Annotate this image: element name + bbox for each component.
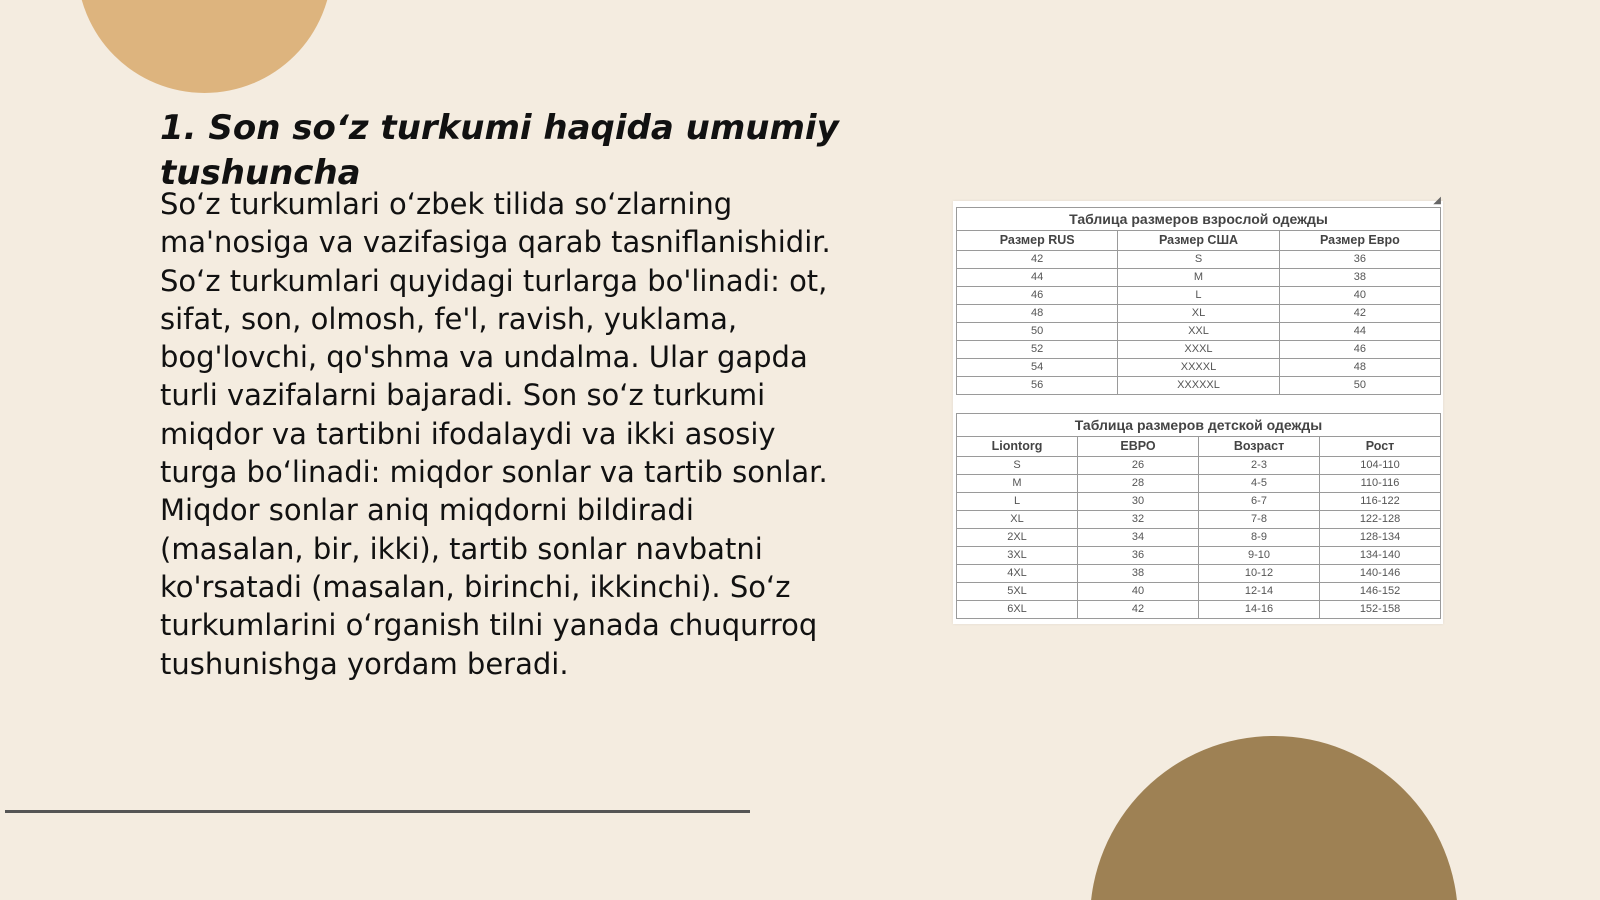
adult-size-table [956, 207, 1441, 395]
table-cell: M [957, 475, 1078, 493]
table-cell: 40 [1078, 583, 1199, 601]
table-cell: 128-134 [1320, 529, 1441, 547]
decorative-circle-top [77, 0, 332, 93]
table-cell: 2XL [957, 529, 1078, 547]
table-cell: L [1118, 287, 1279, 305]
table-row [957, 251, 1441, 269]
table-row [957, 511, 1441, 529]
table-cell: S [957, 457, 1078, 475]
table-row [957, 341, 1441, 359]
table-cell: L [957, 493, 1078, 511]
table-cell: 52 [957, 341, 1118, 359]
table-cell: 34 [1078, 529, 1199, 547]
table-cell: XL [957, 511, 1078, 529]
table-cell: XXXXXL [1118, 377, 1279, 395]
table-row [957, 359, 1441, 377]
table-cell: 6XL [957, 601, 1078, 619]
adult-table-header-cell: Размер RUS [957, 231, 1118, 251]
table-row [957, 287, 1441, 305]
table-cell: 42 [957, 251, 1118, 269]
table-cell: 122-128 [1320, 511, 1441, 529]
slide-title: 1. Son so‘z turkumi haqida umumiy tushuncha [160, 108, 839, 193]
table-cell: 42 [1078, 601, 1199, 619]
adult-table-header-cell: Размер Евро [1279, 231, 1440, 251]
table-cell: 8-9 [1199, 529, 1320, 547]
kids-table-caption: Таблица размеров детской одежды [956, 413, 1441, 436]
table-row [957, 601, 1441, 619]
table-cell: 56 [957, 377, 1118, 395]
table-cell: 50 [957, 323, 1118, 341]
table-cell: 38 [1078, 565, 1199, 583]
table-cell: 12-14 [1199, 583, 1320, 601]
table-row [957, 547, 1441, 565]
table-cell: 48 [1279, 359, 1440, 377]
table-cell: 46 [1279, 341, 1440, 359]
table-cell: S [1118, 251, 1279, 269]
table-cell: 38 [1279, 269, 1440, 287]
table-cell: XXXXL [1118, 359, 1279, 377]
kids-table-header-row [957, 437, 1441, 457]
adult-table-header-row [957, 231, 1441, 251]
table-cell: 140-146 [1320, 565, 1441, 583]
table-cell: 48 [957, 305, 1118, 323]
table-row [957, 583, 1441, 601]
table-row [957, 457, 1441, 475]
table-cell: 10-12 [1199, 565, 1320, 583]
table-cell: 54 [957, 359, 1118, 377]
table-cell: 14-16 [1199, 601, 1320, 619]
table-cell: 5XL [957, 583, 1078, 601]
table-cell: 104-110 [1320, 457, 1441, 475]
table-cell: 6-7 [1199, 493, 1320, 511]
table-cell: XXL [1118, 323, 1279, 341]
table-cell: 110-116 [1320, 475, 1441, 493]
table-cell: 2-3 [1199, 457, 1320, 475]
table-cell: 44 [957, 269, 1118, 287]
table-cell: 46 [957, 287, 1118, 305]
table-row [957, 493, 1441, 511]
slide-body-text: So‘z turkumlari o‘zbek tilida so‘zlarning ma'nosiga va vazifasiga qarab tasniflanishidir. So‘z turkumlari quyidagi turlarga bo'linadi: ot, sifat, son, olmosh, fe'l, ravish, yuklama, bog'lovchi, qo'shma va undalma. Ular gapda turli vazifalarni bajaradi. Son so‘z turkumi miqdor va tartibni ifodalaydi va ikki asosiy turga bo‘linadi: miqdor sonlar va tartib sonlar. Miqdor sonlar aniq miqdorni bildiradi (masalan, bir, ikki), tartib sonlar navbatni ko'rsatadi (masalan, birinchi, ikkinchi). So‘z turkumlarini o‘rganish tilni yanada chuqurroq tushunishga yordam beradi. [160, 187, 831, 681]
table-row [957, 323, 1441, 341]
size-chart-image [953, 195, 1443, 624]
table-cell: 4XL [957, 565, 1078, 583]
table-row [957, 475, 1441, 493]
table-row [957, 565, 1441, 583]
table-cell: 40 [1279, 287, 1440, 305]
kids-table-header-cell: Рост [1320, 437, 1441, 457]
table-cell: 36 [1279, 251, 1440, 269]
kids-table-header-cell: ЕВРО [1078, 437, 1199, 457]
table-cell: 7-8 [1199, 511, 1320, 529]
corner-handle-icon: ◢ [1433, 195, 1441, 206]
table-cell: M [1118, 269, 1279, 287]
table-cell: 30 [1078, 493, 1199, 511]
table-cell: 134-140 [1320, 547, 1441, 565]
adult-table-header-cell: Размер США [1118, 231, 1279, 251]
kids-size-table [956, 413, 1441, 619]
table-cell: 146-152 [1320, 583, 1441, 601]
decorative-circle-bottom [1090, 736, 1458, 900]
divider-line [5, 810, 750, 813]
table-cell: XXXL [1118, 341, 1279, 359]
table-row [957, 377, 1441, 395]
kids-table-header-cell: Liontorg [957, 437, 1078, 457]
table-cell: 116-122 [1320, 493, 1441, 511]
table-cell: XL [1118, 305, 1279, 323]
table-cell: 9-10 [1199, 547, 1320, 565]
table-cell: 44 [1279, 323, 1440, 341]
adult-table-caption: Таблица размеров взрослой одежды [956, 207, 1441, 230]
table-row [957, 305, 1441, 323]
table-cell: 28 [1078, 475, 1199, 493]
table-row [957, 269, 1441, 287]
table-cell: 50 [1279, 377, 1440, 395]
table-row [957, 529, 1441, 547]
table-cell: 32 [1078, 511, 1199, 529]
table-cell: 36 [1078, 547, 1199, 565]
table-cell: 4-5 [1199, 475, 1320, 493]
table-cell: 3XL [957, 547, 1078, 565]
table-cell: 152-158 [1320, 601, 1441, 619]
table-cell: 26 [1078, 457, 1199, 475]
table-cell: 42 [1279, 305, 1440, 323]
kids-table-header-cell: Возраст [1199, 437, 1320, 457]
